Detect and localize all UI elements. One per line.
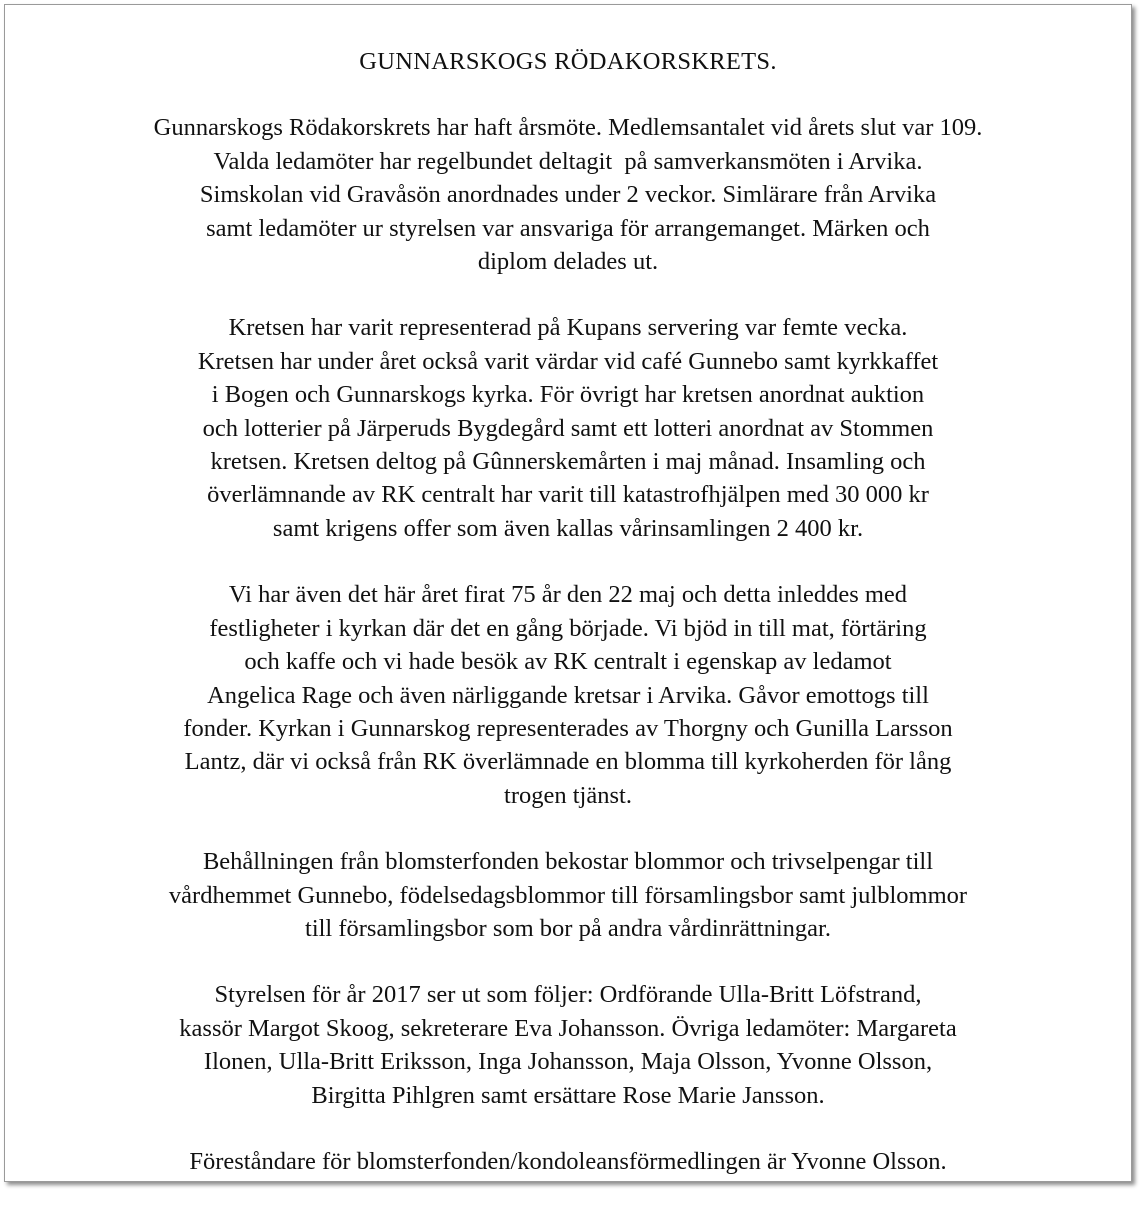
text-line: Föreståndare för blomsterfonden/kondoleansförmedlingen är Yvonne Olsson. bbox=[189, 1147, 947, 1175]
text-line: i Bogen och Gunnarskogs kyrka. För övrigt har kretsen anordnat auktion bbox=[211, 381, 925, 409]
text-line: kretsen. Kretsen deltog på Gûnnerskemårten i maj månad. Insamling och bbox=[210, 448, 926, 476]
text-line: och lotterier på Järperuds Bygdegård samt ett lotteri anordnat av Stommen bbox=[202, 414, 934, 442]
text-line: Vi har även det här året firat 75 år den 22 maj och detta inleddes med bbox=[228, 581, 908, 609]
text-line: Behållningen från blomsterfonden bekostar blommor och trivselpengar till bbox=[202, 848, 934, 876]
text-line: samt ledamöter ur styrelsen var ansvariga för arrangemanget. Märken och bbox=[206, 214, 930, 242]
document-title: GUNNARSKOGS RÖDAKORSKRETS. bbox=[359, 48, 777, 75]
document-frame bbox=[4, 4, 1132, 1182]
text-line: Ilonen, Ulla-Britt Eriksson, Inga Johansson, Maja Olsson, Yvonne Olsson, bbox=[203, 1048, 933, 1076]
text-line: festligheter i kyrkan där det en gång började. Vi bjöd in till mat, förtäring bbox=[209, 614, 927, 642]
text-line: till församlingsbor som bor på andra vårdinrättningar. bbox=[305, 914, 831, 942]
text-line: Styrelsen för år 2017 ser ut som följer: Ordförande Ulla-Britt Löfstrand, bbox=[214, 981, 922, 1009]
text-line: Birgitta Pihlgren samt ersättare Rose Marie Jansson. bbox=[311, 1081, 825, 1109]
text-line: och kaffe och vi hade besök av RK centralt i egenskap av ledamot bbox=[244, 648, 892, 676]
paragraph-activities bbox=[5, 311, 1131, 545]
text-line: Lantz, där vi också från RK överlämnade en blomma till kyrkoherden för lång bbox=[184, 748, 952, 776]
text-line: trogen tjänst. bbox=[504, 781, 632, 809]
text-line: överlämnande av RK centralt har varit till katastrofhjälpen med 30 000 kr bbox=[207, 481, 929, 509]
text-line: kassör Margot Skoog, sekreterare Eva Johansson. Övriga ledamöter: Margareta bbox=[179, 1014, 957, 1042]
text-line: Kretsen har under året också varit värdar vid café Gunnebo samt kyrkkaffet bbox=[197, 347, 939, 375]
paragraph-annual-meeting bbox=[5, 111, 1131, 278]
text-line: Valda ledamöter har regelbundet deltagit på samverkansmöten i Arvika. bbox=[213, 147, 923, 175]
text-line: Simskolan vid Gravåsön anordnades under 2 veckor. Simlärare från Arvika bbox=[199, 181, 937, 209]
text-line: Angelica Rage och även närliggande kretsar i Arvika. Gåvor emottogs till bbox=[207, 681, 929, 709]
paragraph-fund-manager bbox=[5, 1145, 1131, 1178]
text-line: Gunnarskogs Rödakorskrets har haft årsmöte. Medlemsantalet vid årets slut var 109. bbox=[153, 114, 983, 142]
text-line: fonder. Kyrkan i Gunnarskog representerades av Thorgny och Gunilla Larsson bbox=[183, 714, 953, 742]
paragraph-board-members bbox=[5, 978, 1131, 1112]
text-line: vårdhemmet Gunnebo, födelsedagsblommor till församlingsbor samt julblommor bbox=[168, 881, 968, 909]
paragraph-anniversary bbox=[5, 578, 1131, 812]
text-line: samt krigens offer som även kallas vårinsamlingen 2 400 kr. bbox=[272, 514, 864, 542]
paragraph-flower-fund bbox=[5, 845, 1131, 945]
text-line: Kretsen har varit representerad på Kupans servering var femte vecka. bbox=[228, 314, 908, 342]
text-line: diplom delades ut. bbox=[477, 248, 659, 276]
document-body bbox=[5, 45, 1131, 1211]
